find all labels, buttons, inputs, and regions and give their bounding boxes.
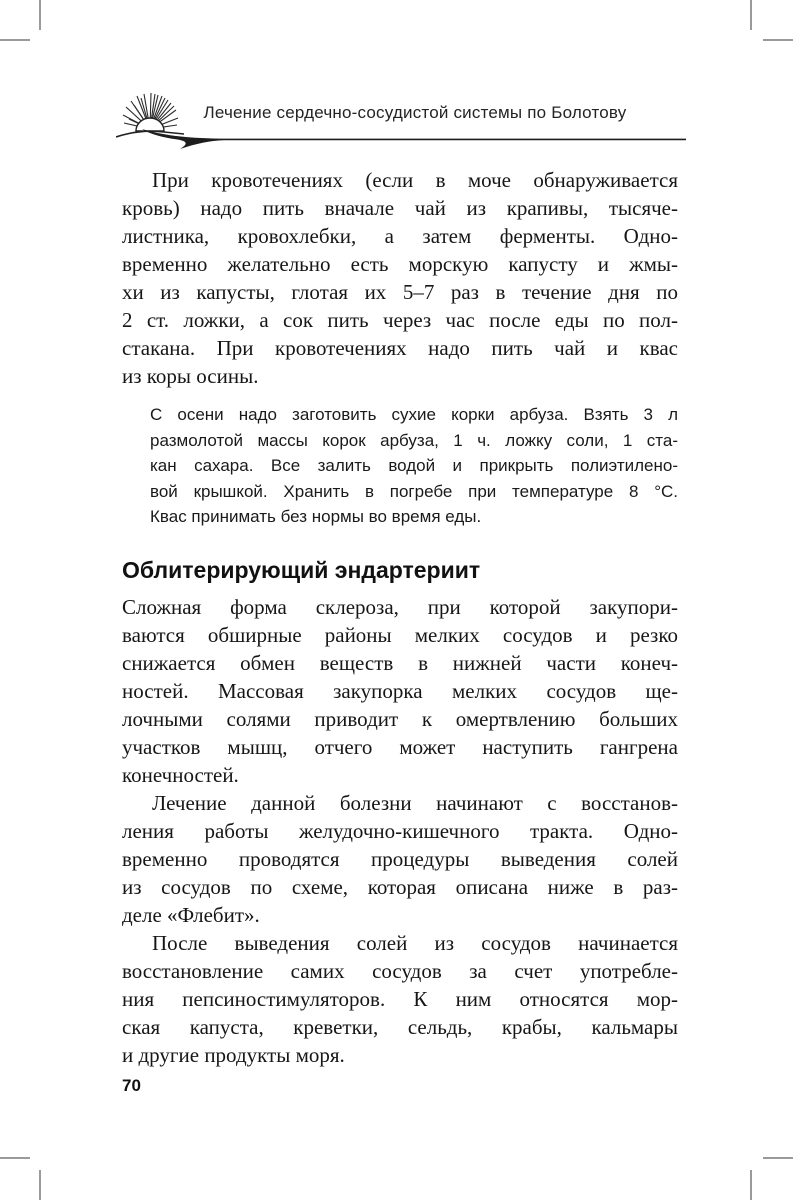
text-line: Сложная форма склероза, при которой закупори-	[122, 594, 678, 619]
text-line: временно проводятся процедуры выведения солей	[122, 846, 678, 871]
text-line: из коры осины.	[122, 364, 259, 388]
section-heading: Облитерирующий эндартериит	[122, 556, 481, 583]
recipe-note	[122, 402, 678, 530]
header-rule	[140, 129, 688, 158]
text-line: Лечение данной болезни начинают с восстанов-	[152, 790, 678, 815]
crop-mark-bottom-left-horizontal	[0, 1157, 30, 1159]
crop-mark-bottom-right-vertical	[750, 1170, 752, 1200]
text-line: При кровотечениях (если в моче обнаруживается	[152, 168, 678, 192]
text-line: конечностей.	[122, 762, 239, 787]
text-line: листника, кровохлебки, а затем ферменты. Одно-	[122, 224, 678, 248]
text-line: вой крышкой. Хранить в погребе при температуре 8 °С.	[150, 481, 678, 501]
text-line: кровь) надо пить вначале чай из крапивы, тысяче-	[122, 196, 678, 220]
text-line: снижается обмен веществ в нижней части конеч-	[122, 650, 678, 675]
text-line: временно желательно есть морскую капусту и жмы-	[122, 252, 678, 276]
text-line: и другие продукты моря.	[122, 1042, 345, 1067]
text-line: кан сахара. Все залить водой и прикрыть полиэтилено-	[150, 456, 678, 475]
text-line: ния пепсиностимуляторов. К ним относятся мор-	[122, 986, 678, 1011]
text-line: ностей. Массовая закупорка мелких сосудов ще-	[122, 678, 678, 703]
paragraph-bleeding	[122, 166, 678, 390]
page-number: 70	[122, 1076, 141, 1095]
text-line: хи из капусты, глотая их 5–7 раз в течение дня по	[122, 280, 678, 304]
crop-mark-bottom-right-horizontal	[763, 1157, 793, 1159]
crop-mark-bottom-left-vertical	[39, 1170, 41, 1200]
running-title: Лечение сердечно-сосудистой системы по Болотову	[203, 103, 627, 122]
text-line: стакана. При кровотечениях надо пить чай и квас	[122, 336, 678, 360]
text-line: ская капуста, креветки, сельдь, крабы, кальмары	[122, 1014, 678, 1039]
text-line: ления работы желудочно-кишечного тракта. Одно-	[122, 818, 678, 843]
text-line: участков мышц, отчего может наступить гангрена	[122, 734, 678, 759]
paragraph-sclerosis	[122, 593, 678, 789]
text-line: ваются обширные районы мелких сосудов и резко	[122, 622, 678, 647]
text-line: После выведения солей из сосудов начинается	[152, 930, 678, 955]
crop-mark-top-left-vertical	[39, 0, 41, 30]
text-line: лочными солями приводит к омертвлению больших	[122, 706, 678, 731]
text-line: 2 ст. ложки, а сок пить через час после еды по пол-	[122, 308, 678, 332]
text-column	[122, 166, 678, 1069]
text-line: Квас принимать без нормы во время еды.	[150, 507, 482, 526]
text-line: восстановление самих сосудов за счет употребле-	[122, 958, 678, 983]
text-line: из сосудов по схеме, которая описана ниже в раз-	[122, 874, 678, 899]
crop-mark-top-right-vertical	[750, 0, 752, 30]
text-line: деле «Флебит».	[122, 902, 260, 927]
crop-mark-top-left-horizontal	[0, 39, 30, 41]
paragraph-restoration	[122, 929, 678, 1069]
text-line: С осени надо заготовить сухие корки арбуза. Взять 3 л	[150, 405, 678, 424]
crop-mark-top-right-horizontal	[763, 39, 793, 41]
text-line: размолотой массы корок арбуза, 1 ч. ложку соли, 1 ста-	[150, 430, 678, 450]
paragraph-treatment	[122, 789, 678, 929]
